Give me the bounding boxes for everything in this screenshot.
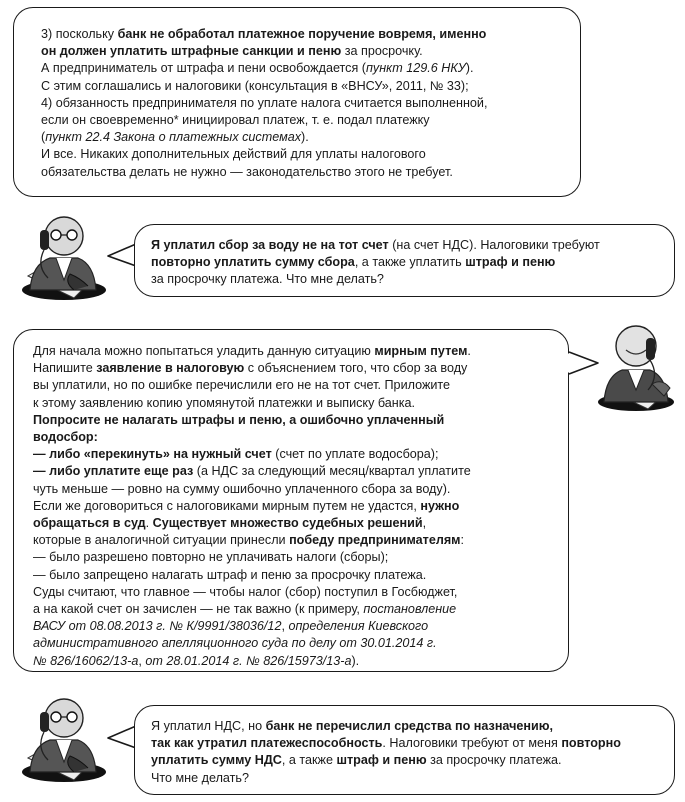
text-line [33, 601, 560, 618]
question-bubble-2 [134, 705, 675, 795]
text-line [33, 635, 560, 652]
text-line [151, 752, 664, 769]
text-line: Что мне делать? [151, 770, 249, 785]
italic-fragment: пункт 22.4 Закона о платежных системах [45, 130, 302, 145]
bold-fragment: уплатить сумму НДС [151, 753, 282, 768]
text-line: 4) обязанность предпринимателя по уплате налога считается выполненной, [41, 95, 488, 110]
text-line [33, 532, 560, 549]
text-fragment: , а также уплатить [354, 255, 466, 270]
italic-fragment: пункт 129.6 НКУ [365, 61, 466, 76]
text-fragment: (на счет НДС). Налоговики требуют [388, 238, 600, 252]
text-line: чуть меньше — ровно на сумму ошибочно уплаченного сбора за воду). [33, 481, 451, 496]
bold-fragment: заявление в налоговую [96, 361, 245, 376]
question-bubble-1 [134, 224, 675, 297]
text-line [151, 735, 664, 752]
text-line [33, 412, 560, 429]
text-fragment: ). [351, 653, 360, 668]
text-line: Суды считают, что главное — чтобы налог (сбор) поступил в Госбюджет, [33, 584, 458, 599]
italic-fragment: административного апелляционного суда по делу от 30.01.2014 г. [33, 636, 437, 651]
text-fragment: , [422, 516, 427, 531]
bold-fragment: — либо «перекинуть» на нужный счет [33, 447, 272, 462]
text-line [41, 60, 564, 77]
answer-bubble-1 [13, 7, 581, 197]
bold-fragment: мирным путем [374, 344, 468, 358]
bold-fragment: победу предпринимателям [289, 533, 461, 548]
text-fragment: . [145, 516, 153, 531]
consultant-on-phone-icon [590, 316, 680, 412]
text-line: к этому заявлению копию упомянутой платежки и выписку банка. [33, 395, 416, 410]
bold-fragment: Попросите не налагать штрафы и пеню, а ошибочно уплаченный [33, 412, 445, 427]
bold-fragment: он должен уплатить штрафные санкции и пеню [41, 44, 342, 59]
text-line: С этим соглашались и налоговики (консультация в «ВНСУ», 2011, № 33); [41, 78, 469, 93]
person-on-phone-icon [14, 206, 114, 302]
text-line [33, 463, 560, 480]
bold-fragment: банк не обработал платежное поручение вовремя, именно [117, 27, 487, 41]
text-line [41, 43, 564, 60]
italic-fragment: № 826/16062/13-а [33, 653, 139, 668]
text-fragment: Я уплатил НДС, но [151, 719, 266, 733]
text-line: обязательства делать не нужно — законодательство этого не требует. [41, 164, 453, 179]
text-fragment: . Налоговики требуют от меня [382, 736, 562, 751]
text-fragment: ). [465, 61, 474, 76]
text-line: за просрочку платежа. Что мне делать? [151, 272, 384, 287]
text-line [33, 343, 560, 360]
bold-fragment: обращаться в суд [33, 516, 146, 531]
italic-fragment: ВАСУ от 08.08.2013 г. № К/9991/38036/12 [33, 619, 282, 634]
bold-fragment: Существует множество судебных решений [152, 516, 423, 531]
italic-fragment: от 28.01.2014 г. № 826/15973/13-а [145, 653, 352, 668]
text-line [33, 618, 560, 635]
text-line: — было запрещено налагать штраф и пеню за просрочку платежа. [33, 567, 427, 582]
text-line [33, 429, 560, 446]
bold-fragment: так как утратил платежеспособность [151, 736, 383, 751]
text-fragment: , [281, 619, 289, 634]
text-fragment: с объяснением того, что сбор за воду [244, 361, 468, 376]
bold-fragment: банк не перечислил средства по назначению, [265, 719, 554, 733]
text-fragment: , [138, 653, 146, 668]
text-fragment: Напишите [33, 361, 97, 376]
text-line [151, 254, 664, 271]
bold-fragment: повторно [561, 736, 621, 751]
italic-fragment: определения Киевского [288, 619, 429, 634]
bold-fragment: Я уплатил сбор за воду не на тот счет [151, 238, 389, 252]
text-fragment: ( [41, 130, 46, 145]
text-line [41, 26, 564, 43]
text-fragment: за просрочку. [341, 44, 423, 59]
bold-fragment: повторно уплатить сумму сбора [151, 255, 355, 270]
text-fragment: . [467, 344, 471, 358]
text-line [151, 718, 664, 735]
text-fragment: за просрочку платежа. [426, 753, 562, 768]
text-fragment: 3) поскольку [41, 27, 118, 41]
bold-fragment: нужно [420, 498, 460, 513]
text-fragment: (счет по уплате водосбора); [271, 447, 439, 462]
bold-fragment: штраф и пеню [336, 753, 427, 768]
text-line [33, 446, 560, 463]
text-line [33, 360, 560, 377]
text-fragment: ). [301, 130, 309, 145]
text-line: И все. Никаких дополнительных действий для уплаты налогового [41, 147, 426, 162]
person-on-phone-icon [14, 688, 114, 784]
text-fragment: а на какой счет он зачислен — не так важно (к примеру, [33, 602, 364, 617]
bold-fragment: штраф и пеню [465, 255, 556, 270]
text-fragment: : [460, 533, 464, 548]
text-fragment: Если же договориться с налоговиками мирным путем не удастся, [33, 498, 421, 513]
text-fragment: которые в аналогичной ситуации принесли [33, 533, 290, 548]
text-line [33, 515, 560, 532]
text-line: — было разрешено повторно не уплачивать налоги (сборы); [33, 550, 389, 565]
text-fragment: (а НДС за следующий месяц/квартал уплатите [193, 464, 471, 479]
bold-fragment: водосбор: [33, 430, 98, 445]
text-fragment: Для начала можно попытаться уладить данную ситуацию [33, 344, 375, 358]
italic-fragment: постановление [363, 602, 457, 617]
text-fragment: А предприниматель от штрафа и пени освобождается ( [41, 61, 366, 76]
text-line [33, 653, 560, 670]
text-fragment: , а также [281, 753, 337, 768]
answer-bubble-2 [13, 329, 569, 672]
text-line: вы уплатили, но по ошибке перечислили его не на тот счет. Приложите [33, 378, 451, 393]
text-line [41, 129, 564, 146]
text-line [33, 498, 560, 515]
bold-fragment: — либо уплатите еще раз [33, 464, 194, 479]
text-line: если он своевременно* инициировал платеж, т. е. подал платежку [41, 113, 430, 128]
text-line [151, 237, 664, 254]
